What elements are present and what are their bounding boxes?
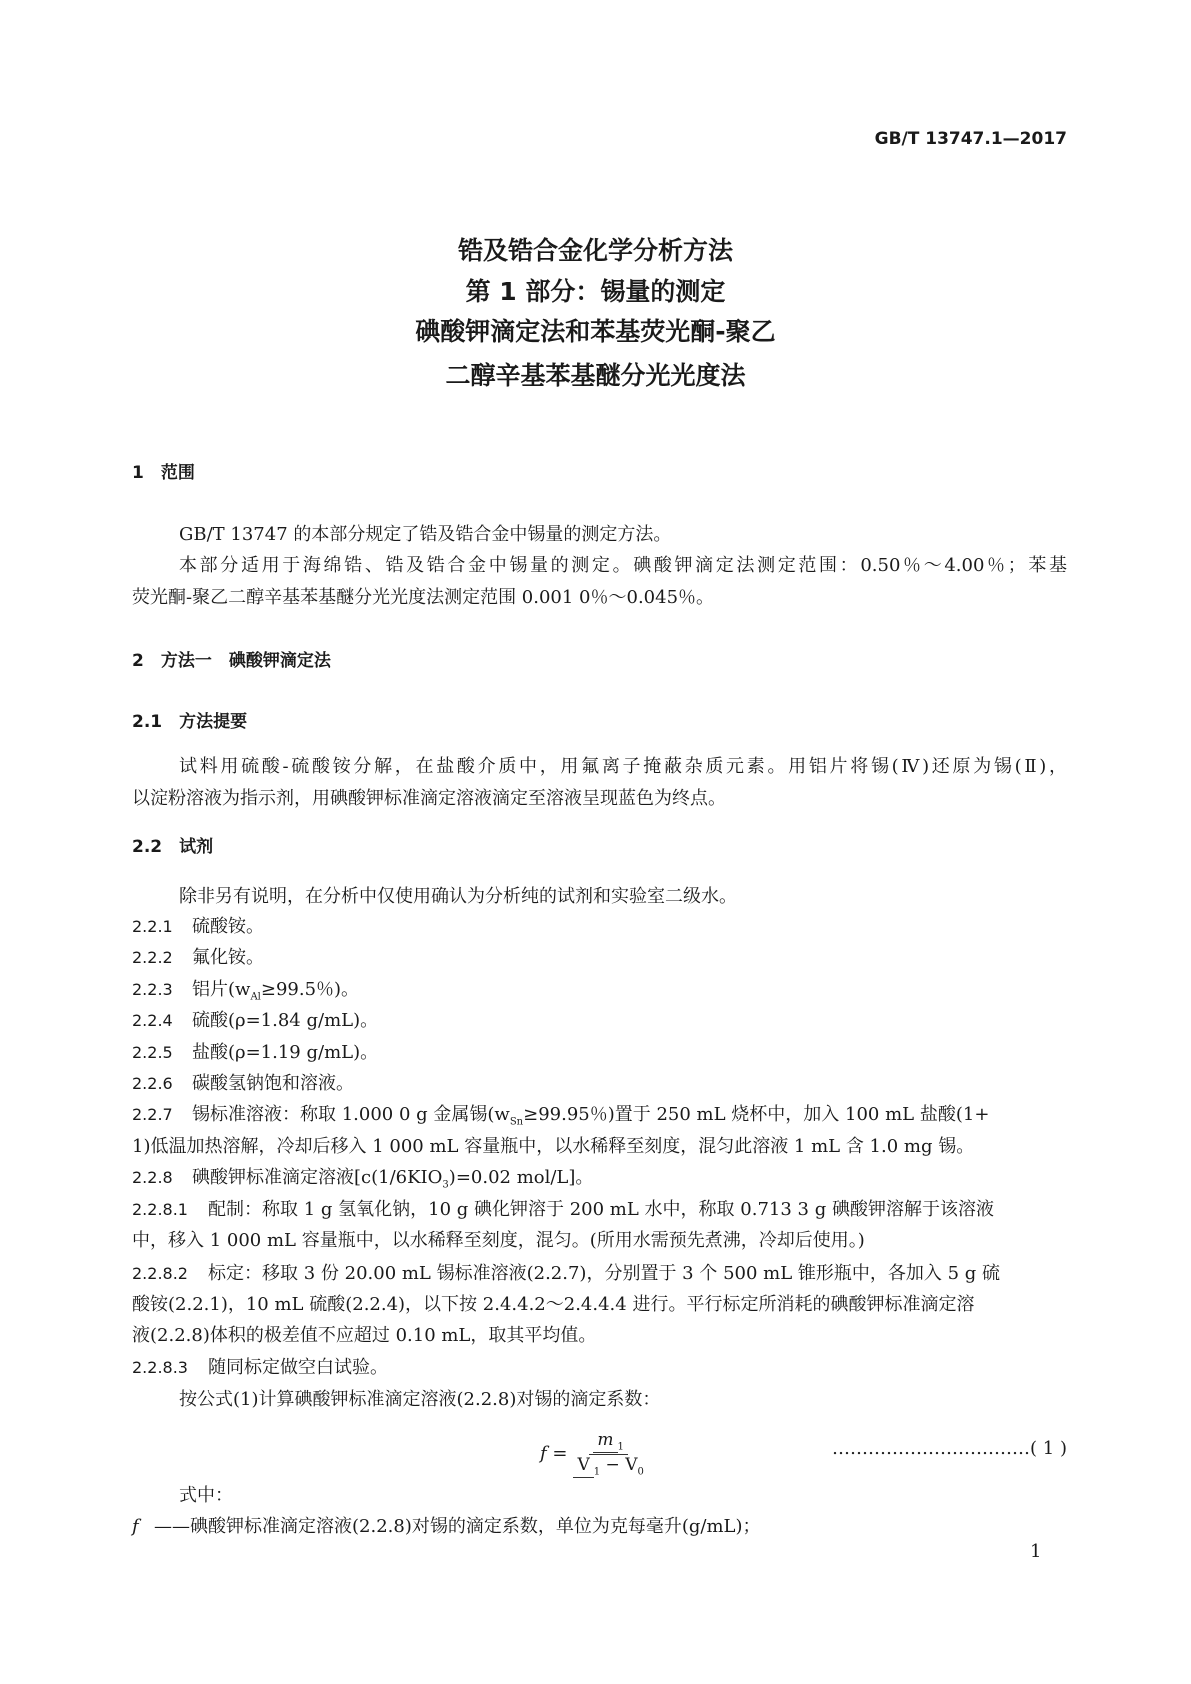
item-text: 锡标准溶液：称取 1.000 0 g 金属锡(w	[192, 1104, 510, 1125]
item-number: 2.2.3	[132, 980, 173, 999]
list-item-continuation: 1)低温加热溶解，冷却后移入 1 000 mL 容量瓶中，以水稀释至刻度，混匀此溶液 1 mL 含 1.0 mg 锡。	[132, 1136, 975, 1157]
formula-lhs: f =	[540, 1443, 568, 1465]
item-number: 2.2.7	[132, 1105, 173, 1124]
item-text: 盐酸(ρ=1.19 g/mL)。	[192, 1042, 379, 1063]
paragraph: 荧光酮-聚乙二醇辛基苯基醚分光光度法测定范围 0.001 0％～0.045％。	[132, 587, 715, 608]
list-item	[132, 1072, 354, 1096]
item-number: 2.2.6	[132, 1074, 173, 1093]
list-item	[132, 1103, 1067, 1135]
paragraph: 本部分适用于海绵锆、锆及锆合金中锡量的测定。碘酸钾滴定法测定范围：0.50％～4.00％；苯基	[179, 555, 1067, 576]
item-number: 2.2.8.1	[132, 1200, 188, 1219]
item-text: 铝片(w	[192, 979, 251, 1000]
list-item	[132, 1356, 388, 1380]
subscript: Sn	[509, 1116, 524, 1128]
definition: f ——碘酸钾标准滴定溶液(2.2.8)对锡的滴定系数，单位为克每毫升(g/mL)；	[132, 1516, 761, 1537]
item-text: )=0.02 mol/L]。	[448, 1167, 594, 1188]
list-item	[132, 1009, 378, 1033]
page-number: 1	[1030, 1541, 1042, 1562]
list-item-continuation: 中，移入 1 000 mL 容量瓶中，以水稀释至刻度，混匀。(所用水需预先煮沸，冷却后使用。)	[132, 1230, 865, 1251]
item-number: 2.2.4	[132, 1011, 173, 1030]
item-text: 硫酸(ρ=1.84 g/mL)。	[192, 1010, 379, 1031]
denominator: V $_1 - V_0$	[573, 1455, 643, 1477]
item-text: 氟化铵。	[192, 947, 264, 968]
list-item	[132, 1166, 593, 1198]
item-number: 2.2.5	[132, 1043, 173, 1062]
subscript: Al	[250, 991, 261, 1003]
paragraph: 以淀粉溶液为指示剂，用碘酸钾标准滴定溶液滴定至溶液呈现蓝色为终点。	[132, 788, 726, 809]
item-text: 碘酸钾标准滴定溶液[c(1/6KIO	[192, 1167, 443, 1188]
paragraph: 按公式(1)计算碘酸钾标准滴定溶液(2.2.8)对锡的滴定系数：	[179, 1389, 661, 1410]
paragraph: 试料用硫酸-硫酸铵分解，在盐酸介质中，用氟离子掩蔽杂质元素。用铝片将锡(Ⅳ)还原为锡(Ⅱ)，	[179, 756, 1067, 777]
item-number: 2.2.8.3	[132, 1358, 188, 1377]
item-text: 碳酸氢钠饱和溶液。	[192, 1073, 354, 1094]
item-number: 2.2.1	[132, 917, 173, 936]
list-item	[132, 1262, 1000, 1286]
section-2-2-heading: 2.2 试剂	[132, 837, 214, 857]
item-number: 2.2.2	[132, 948, 173, 967]
title-line-2: 第 1 部分：锡量的测定	[465, 277, 726, 306]
item-text: ≥99.95％)置于 250 mL 烧杯中，加入 100 mL 盐酸(1+	[523, 1104, 990, 1125]
list-item-continuation: 液(2.2.8)体积的极差值不应超过 0.10 mL，取其平均值。	[132, 1325, 597, 1346]
standard-number: GB/T 13747.1—2017	[874, 129, 1067, 149]
item-text: 硫酸铵。	[192, 916, 264, 937]
section-2-1-heading: 2.1 方法提要	[132, 712, 248, 732]
where-label: 式中：	[179, 1485, 233, 1506]
item-text: 随同标定做空白试验。	[208, 1357, 388, 1378]
list-item	[132, 915, 264, 939]
item-number: 2.2.8	[132, 1168, 173, 1187]
item-text: 标定：移取 3 份 20.00 mL 锡标准溶液(2.2.7)，分别置于 3 个 500 mL 锥形瓶中，各加入 5 g 硫	[208, 1263, 1001, 1284]
title-line-3: 碘酸钾滴定法和苯基荧光酮-聚乙	[415, 317, 776, 346]
fraction	[573, 1430, 643, 1478]
item-text: ≥99.5％)。	[260, 979, 360, 1000]
list-item	[132, 978, 359, 1010]
section-1-heading: 1 范围	[132, 463, 195, 483]
list-item-continuation: 酸铵(2.2.1)，10 mL 硫酸(2.2.4)，以下按 2.4.4.2～2.4.4.4 进行。平行标定所消耗的碘酸钾标准滴定溶	[132, 1294, 975, 1315]
title-line-4: 二醇辛基苯基醚分光光度法	[445, 361, 746, 390]
title-line-1: 锆及锆合金化学分析方法	[457, 236, 733, 265]
numerator: m $_1$	[589, 1430, 628, 1455]
equation-number: ……………………………( 1 )	[832, 1438, 1067, 1459]
list-item	[132, 946, 264, 970]
subscript: 3	[442, 1179, 449, 1191]
list-item	[132, 1041, 378, 1065]
paragraph: 除非另有说明，在分析中仅使用确认为分析纯的试剂和实验室二级水。	[179, 886, 737, 907]
item-text: 配制：称取 1 g 氢氧化钠，10 g 碘化钾溶于 200 mL 水中，称取 0.713 3 g 碘酸钾溶解于该溶液	[208, 1199, 994, 1220]
item-number: 2.2.8.2	[132, 1264, 188, 1283]
formula	[540, 1430, 644, 1478]
paragraph: GB/T 13747 的本部分规定了锆及锆合金中锡量的测定方法。	[179, 524, 672, 545]
section-2-heading: 2 方法一 碘酸钾滴定法	[132, 651, 331, 671]
list-item	[132, 1198, 994, 1222]
